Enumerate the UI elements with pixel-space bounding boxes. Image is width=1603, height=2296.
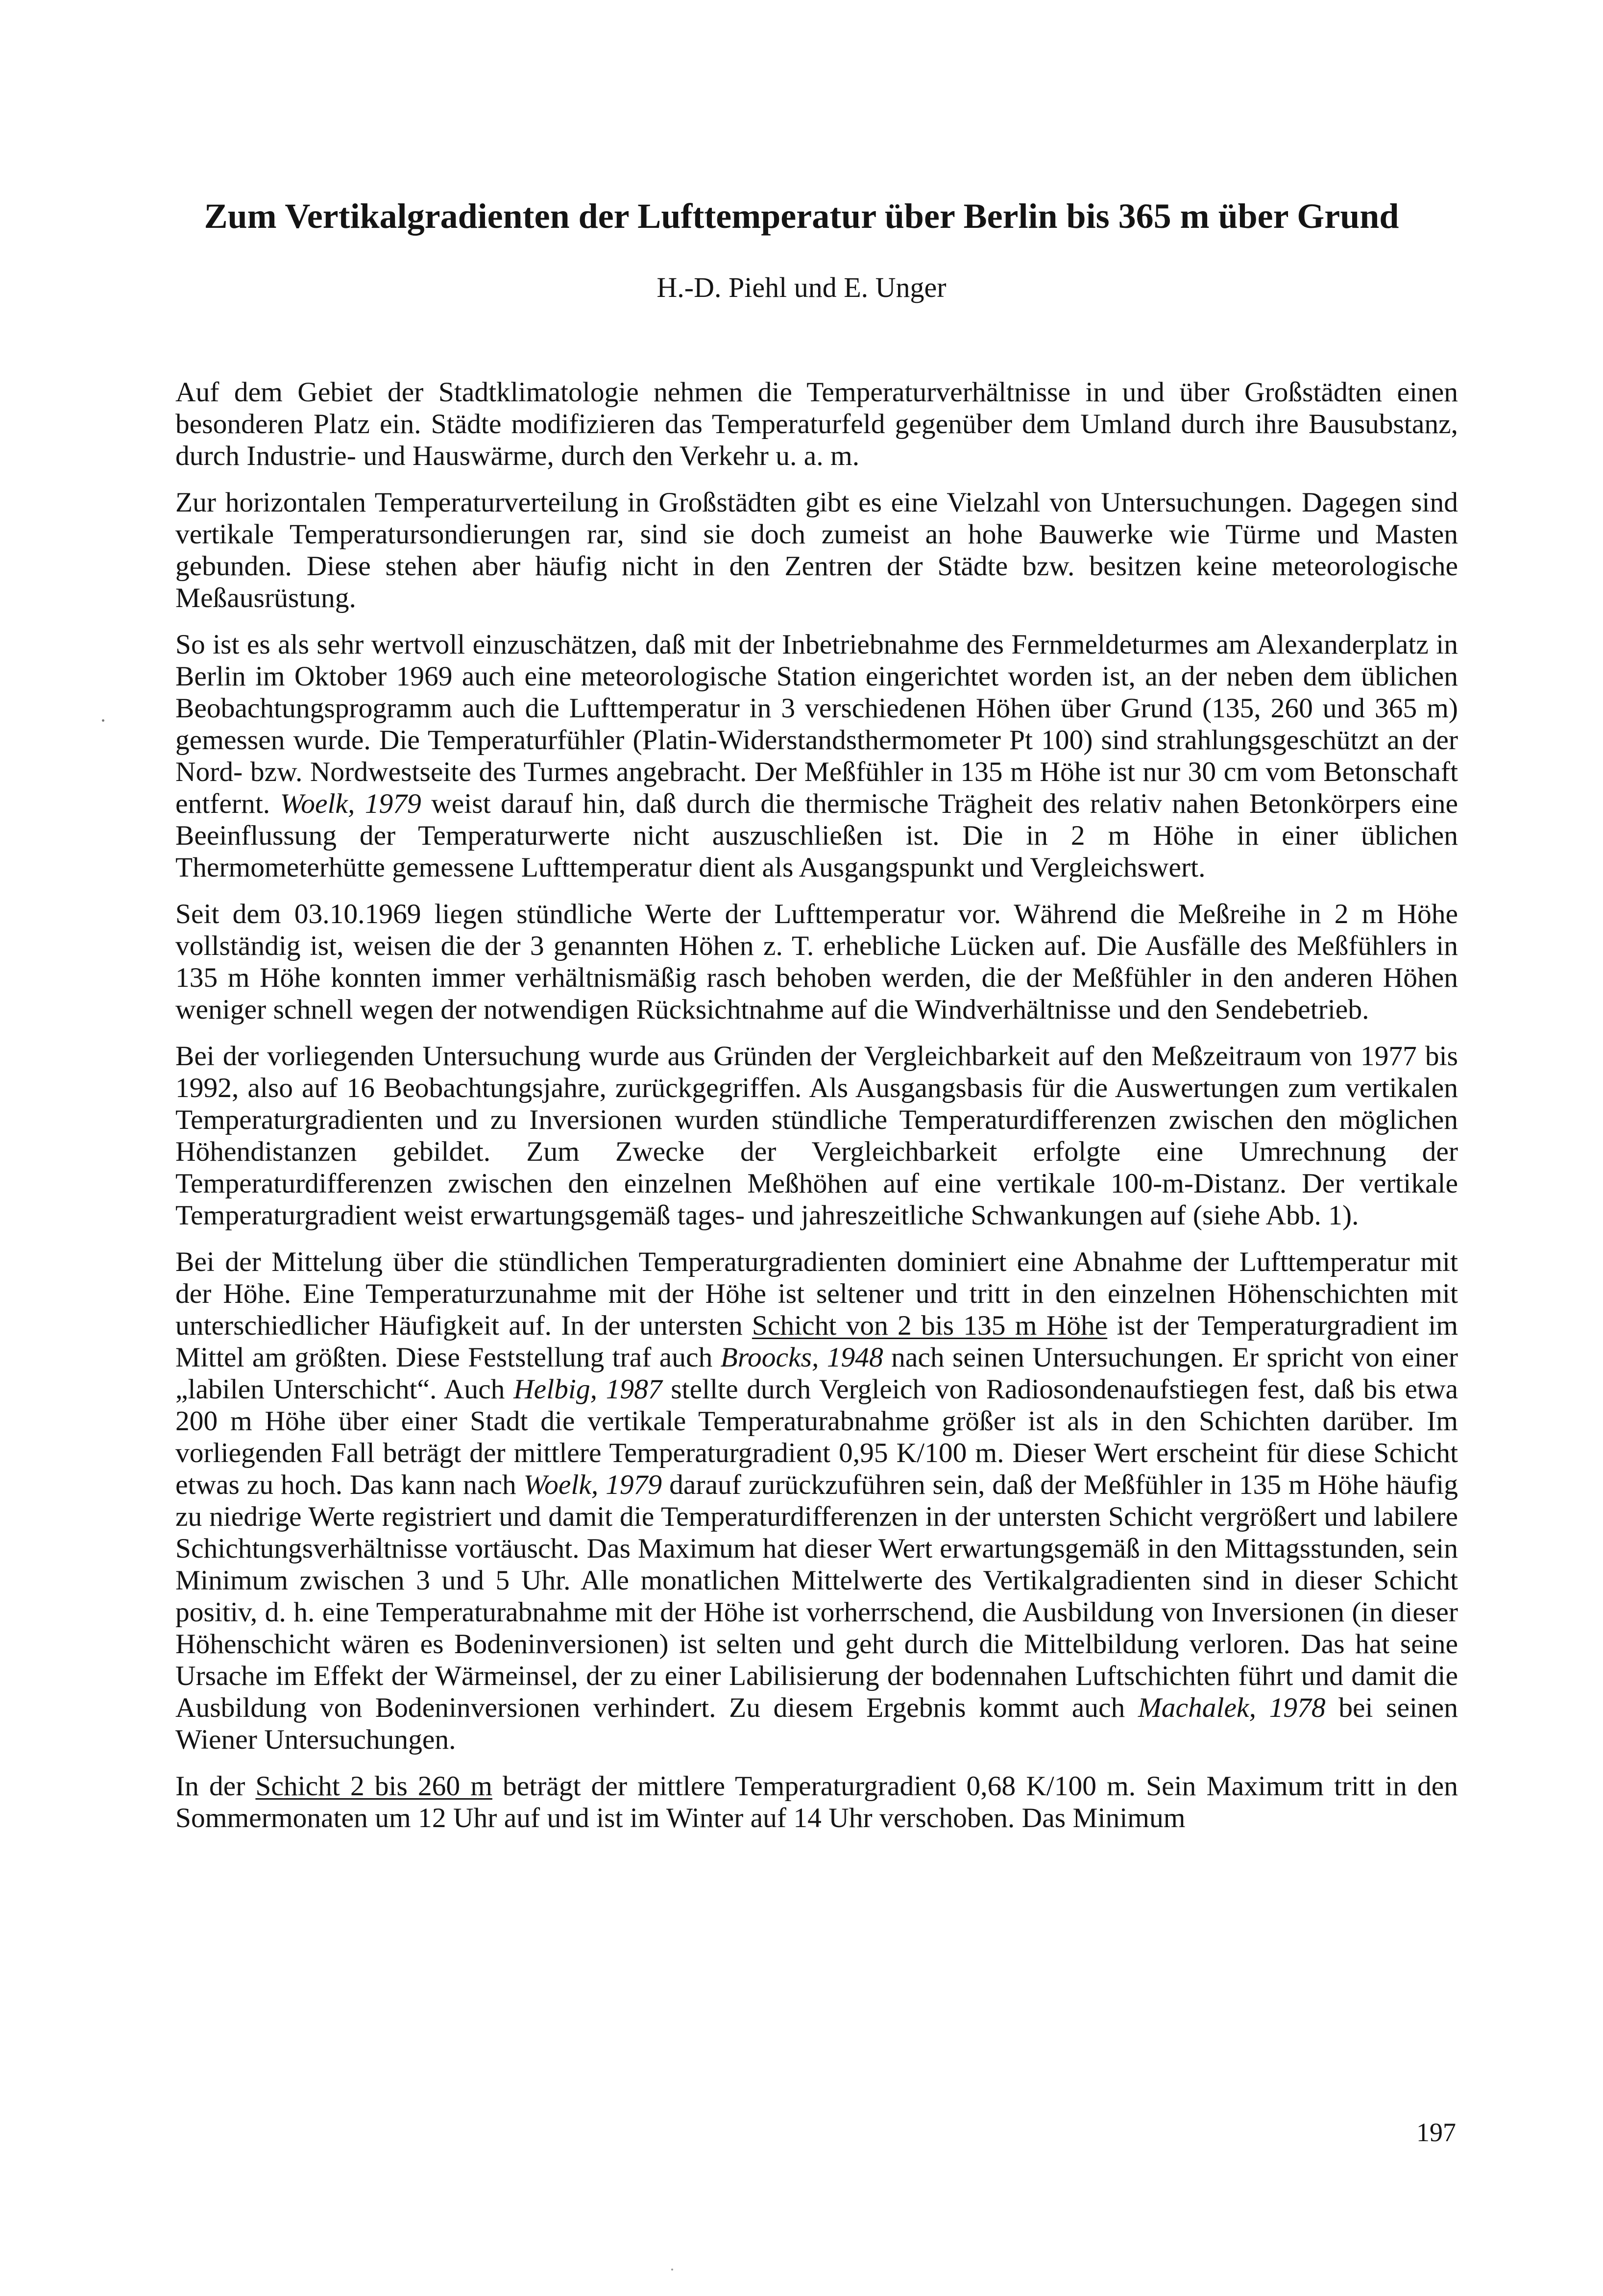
paragraph-6-text-a: Bei der Mittelung über die stündlichen Temperaturgradienten dominiert eine Abnahme der Lufttemperatur mit der Höhe. Eine Temperaturzunahme mit der Höhe ist seltener und tritt in den einzelnen Höhenschichten mit unterschiedlicher Häufigkeit auf. In der untersten bbox=[175, 1246, 1458, 1341]
paragraph-6-text-e: darauf zurückzuführen sein, daß der Meßfühler in 135 m Höhe häufig zu niedrige Werte registriert und damit die Temperaturdifferenzen in der untersten Schicht vergrößert und labilere Schichtungsverhältnisse vortäuscht. Das Maximum hat dieser Wert erwartungsgemäß in den Mittagsstunden, sein Minimum zwischen 3 und 5 Uhr. Alle monatlichen Mittelwerte des Vertikalgradienten sind in dieser Schicht positiv, d. h. eine Temperaturabnahme mit der Höhe ist vorherrschend, die Ausbildung von Inversionen (in dieser Höhenschicht wären es Bodeninversionen) ist selten und geht durch die Mittelbildung verloren. Das hat seine Ursache im Effekt der Wärmeinsel, der zu einer Labilisierung der bodennahen Luftschichten führt und damit die Ausbildung von Bodeninversionen verhindert. Zu diesem Ergebnis kommt auch bbox=[175, 1469, 1458, 1723]
article-authors: H.-D. Piehl und E. Unger bbox=[656, 271, 947, 303]
article-title: Zum Vertikalgradienten der Lufttemperatur über Berlin bis 365 m über Grund bbox=[204, 196, 1399, 236]
paragraph-7-text-a: In der bbox=[175, 1771, 256, 1802]
paragraph-6-text-d: stellte durch Vergleich von Radiosondenaufstiegen fest, daß bis etwa 200 m Höhe über einer Stadt die vertikale Temperaturabnahme größer ist als in den Schichten darüber. Im vorliegenden Fall beträgt der mittlere Temperaturgradient 0,95 K/100 m. Dieser Wert erscheint für diese Schicht etwas zu hoch. Das kann nach bbox=[175, 1374, 1458, 1500]
underlined-layer-2-260m: Schicht 2 bis 260 m bbox=[255, 1771, 492, 1802]
paragraph-6-text-c: nach seinen Untersuchungen. Er spricht von einer „labilen Unterschicht“. Auch bbox=[175, 1342, 1458, 1405]
paragraph-6-text-f: bei seinen Wiener Untersuchungen. bbox=[175, 1692, 1458, 1755]
paragraph-7 bbox=[175, 1770, 1458, 1834]
page-number: 197 bbox=[1416, 2118, 1456, 2147]
paragraph-2: Zur horizontalen Temperaturverteilung in Großstädten gibt es eine Vielzahl von Untersuchungen. Dagegen sind vertikale Temperatursondierungen rar, sind sie doch zumeist an hohe Bauwerke wie Türme und Masten gebunden. Diese stehen aber häufig nicht in den Zentren der Städte bzw. besitzen keine meteorologische Meßausrüstung. bbox=[175, 487, 1458, 613]
underlined-layer-2-135m: Schicht von 2 bis 135 m Höhe bbox=[752, 1310, 1108, 1341]
scan-speck bbox=[671, 2269, 673, 2271]
paragraph-4: Seit dem 03.10.1969 liegen stündliche Werte der Lufttemperatur vor. Während die Meßreihe in 2 m Höhe vollständig ist, weisen die der 3 genannten Höhen z. T. erhebliche Lücken auf. Die Ausfälle des Meßfühlers in 135 m Höhe konnten immer verhältnismäßig rasch behoben werden, die der Meßfühler in den anderen Höhen weniger schnell wegen der notwendigen Rücksichtnahme auf die Windverhältnisse und den Sendebetrieb. bbox=[175, 899, 1458, 1025]
paragraph-6-text-b: ist der Temperaturgradient im Mittel am größten. Diese Feststellung traf auch bbox=[175, 1310, 1458, 1373]
paragraph-5: Bei der vorliegenden Untersuchung wurde aus Gründen der Vergleichbarkeit auf den Meßzeitraum von 1977 bis 1992, also auf 16 Beobachtungsjahre, zurückgegriffen. Als Ausgangsbasis für die Auswertungen zum vertikalen Temperaturgradienten und zu Inversionen wurden stündliche Temperaturdifferenzen zwischen den möglichen Höhendistanzen gebildet. Zum Zwecke der Vergleichbarkeit erfolgte eine Umrechnung der Temperaturdifferenzen zwischen den einzelnen Meßhöhen auf eine vertikale 100-m-Distanz. Der vertikale Temperaturgradient weist erwartungsgemäß tages- und jahreszeitliche Schwankungen auf (siehe Abb. 1). bbox=[175, 1041, 1458, 1231]
citation-woelk-1979: Woelk, 1979 bbox=[280, 788, 421, 819]
citation-helbig-1987: Helbig, 1987 bbox=[513, 1374, 662, 1405]
citation-machalek-1978: Machalek, 1978 bbox=[1138, 1692, 1326, 1723]
citation-woelk-1979-2: Woelk, 1979 bbox=[523, 1469, 662, 1500]
paragraph-7-text-b: beträgt der mittlere Temperaturgradient 0,68 K/100 m. Sein Maximum tritt in den Sommermonaten um 12 Uhr auf und ist im Winter auf 14 Uhr verschoben. Das Minimum bbox=[175, 1771, 1458, 1833]
paragraph-3-text-a: So ist es als sehr wertvoll einzuschätzen, daß mit der Inbetriebnahme des Fernmeldeturmes am Alexanderplatz in Berlin im Oktober 1969 auch eine meteorologische Station eingerichtet worden ist, an der neben dem üblichen Beobachtungsprogramm auch die Lufttemperatur in 3 verschiedenen Höhen über Grund (135, 260 und 365 m) gemessen wurde. Die Temperaturfühler (Platin-Widerstandsthermometer Pt 100) sind strahlungsgeschützt an der Nord- bzw. Nordwestseite des Turmes angebracht. Der Meßfühler in 135 m Höhe ist nur 30 cm vom Betonschaft entfernt. bbox=[175, 629, 1458, 819]
article-body bbox=[175, 376, 1458, 1834]
paragraph-3-text-b: weist darauf hin, daß durch die thermische Trägheit des relativ nahen Betonkörpers eine Beeinflussung der Temperaturwerte nicht auszuschließen ist. Die in 2 m Höhe in einer üblichen Thermometerhütte gemessene Lufttemperatur dient als Ausgangspunkt und Vergleichswert. bbox=[175, 788, 1458, 883]
paragraph-3 bbox=[175, 629, 1458, 883]
citation-broocks-1948: Broocks, 1948 bbox=[720, 1342, 883, 1373]
paragraph-1: Auf dem Gebiet der Stadtklimatologie nehmen die Temperaturverhältnisse in und über Großstädten einen besonderen Platz ein. Städte modifizieren das Temperaturfeld gegenüber dem Umland durch ihre Bausubstanz, durch Industrie- und Hauswärme, durch den Verkehr u. a. m. bbox=[175, 377, 1458, 471]
paragraph-6 bbox=[175, 1246, 1458, 1756]
scan-speck bbox=[102, 719, 104, 722]
